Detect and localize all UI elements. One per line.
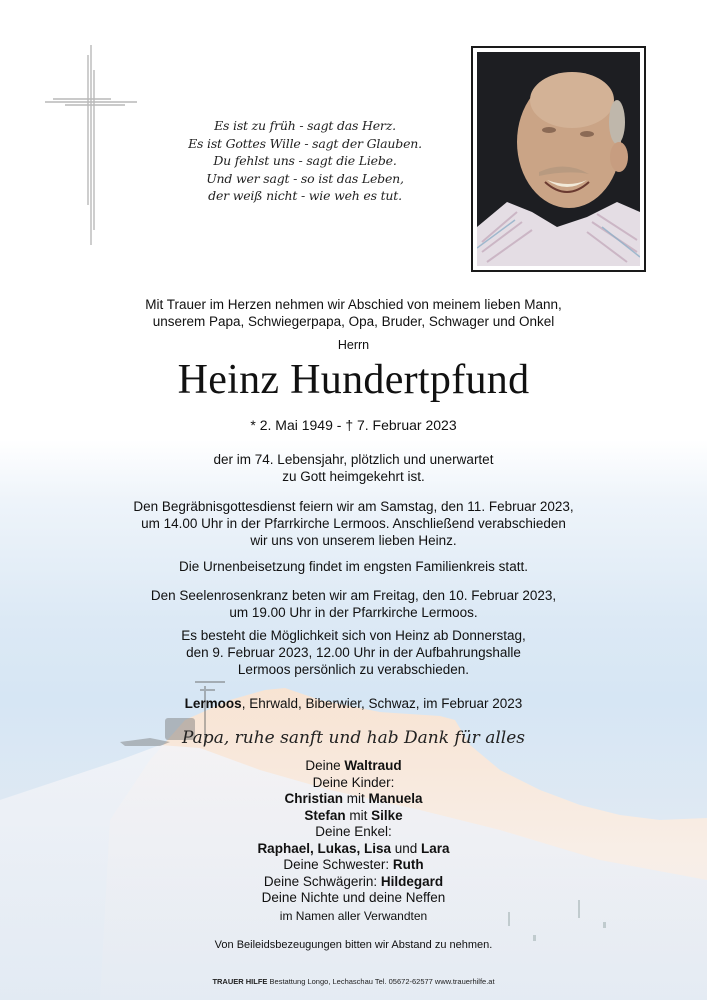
service-line: Den Begräbnisgottesdienst feiern wir am Samstag, den 11. Februar 2023, [133, 499, 574, 514]
rosary-line: um 19.00 Uhr in der Pfarrkirche Lermoos. [229, 605, 478, 620]
mourner-wife: Deine Waltraud [305, 758, 402, 773]
condolence-note: Von Beileidsbezeugungen bitten wir Abstand zu nehmen. [214, 939, 493, 951]
urn-burial-text: Die Urnenbeisetzung findet im engsten Familienkreis statt. [179, 559, 528, 574]
service-line: um 14.00 Uhr in der Pfarrkirche Lermoos. Anschließend verabschieden [141, 516, 566, 531]
relatives-line: im Namen aller Verwandten [279, 908, 428, 923]
children-label: Deine Kinder: [312, 774, 395, 790]
mourner-niece-nephews: Deine Nichte und deine Neffen [261, 890, 446, 905]
footer-brand: TRAUER HILFE [212, 977, 268, 986]
deceased-name: Heinz Hundertpfund [177, 357, 530, 403]
farewell-line: Papa, ruhe sanft und hab Dank für alles [182, 728, 525, 748]
footer [0, 977, 707, 987]
portrait-photo [477, 52, 640, 266]
service-line: wir uns von unserem lieben Heinz. [250, 533, 457, 548]
viewing-line: Es besteht die Möglichkeit sich von Heinz ab Donnerstag, [181, 628, 526, 643]
mourner-grandchildren: Raphael, Lukas, Lisa und Lara [257, 840, 450, 856]
footer-details: Bestattung Longo, Lechaschau Tel. 05672-62577 www.trauerhilfe.at [267, 977, 495, 986]
intro-line: Mit Trauer im Herzen nehmen wir Abschied von meinem lieben Mann, [145, 297, 562, 312]
mourner-child: Christian mit Manuela [284, 791, 423, 806]
age-line: zu Gott heimgekehrt ist. [282, 469, 425, 484]
viewing-line: Lermoos persönlich zu verabschieden. [237, 662, 470, 677]
age-line: der im 74. Lebensjahr, plötzlich und unerwartet [213, 452, 494, 467]
salutation: Herrn [337, 338, 370, 352]
mourner-sister-in-law: Deine Schwägerin: Hildegard [263, 873, 444, 889]
place-date-line [0, 695, 707, 712]
viewing-line: den 9. Februar 2023, 12.00 Uhr in der Aufbahrungshalle [186, 645, 521, 660]
mourner-child: Stefan mit Silke [304, 807, 403, 823]
poem-line: der weiß nicht - wie weh es tut. [208, 188, 402, 203]
intro-text [0, 296, 707, 330]
portrait-frame [471, 46, 646, 272]
rosary-line: Den Seelenrosenkranz beten wir am Freitag, den 10. Februar 2023, [150, 588, 557, 603]
viewing-text [0, 627, 707, 678]
life-dates: * 2. Mai 1949 - † 7. Februar 2023 [250, 417, 457, 433]
grandchildren-label: Deine Enkel: [315, 824, 392, 839]
intro-line: unserem Papa, Schwiegerpapa, Opa, Bruder, Schwager und Onkel [152, 314, 555, 329]
rosary-text [0, 587, 707, 621]
poem [185, 117, 425, 205]
mourners-list [0, 758, 707, 925]
place-primary: Lermoos [184, 696, 242, 711]
funeral-service-text [0, 498, 707, 549]
cross-icon [45, 45, 137, 245]
place-rest: , Ehrwald, Biberwier, Schwaz, im Februar 2023 [241, 696, 523, 711]
age-text [0, 451, 707, 485]
poem-line: Es ist zu früh - sagt das Herz. [214, 118, 396, 133]
poem-line: Und wer sagt - so ist das Leben, [206, 170, 404, 186]
portrait-image [477, 52, 640, 266]
poem-line: Es ist Gottes Wille - sagt der Glauben. [188, 135, 422, 151]
mourner-sister: Deine Schwester: Ruth [283, 857, 424, 872]
poem-line: Du fehlst uns - sagt die Liebe. [213, 153, 397, 168]
